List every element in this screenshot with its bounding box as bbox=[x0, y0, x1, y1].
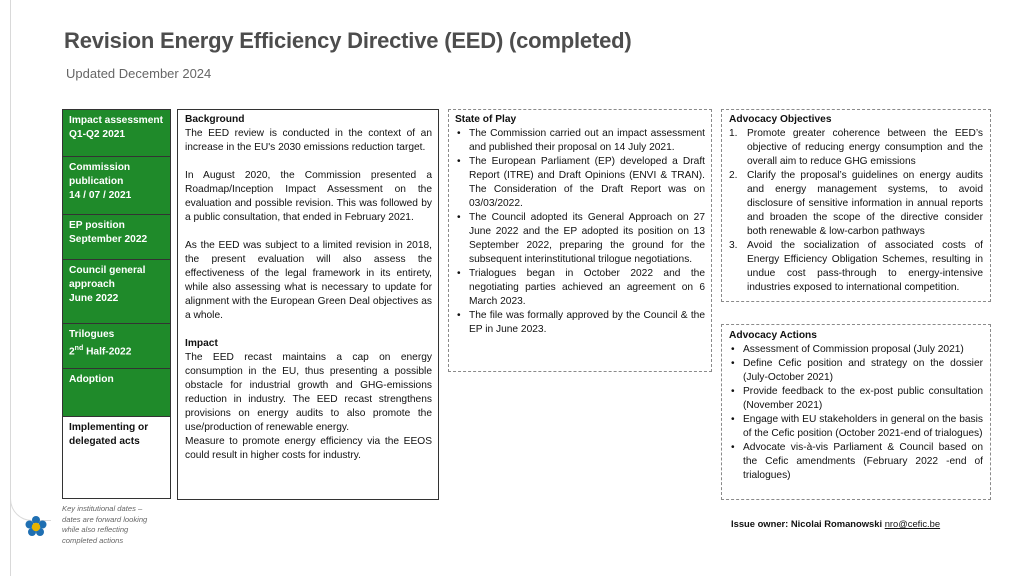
advocacy-actions-heading: Advocacy Actions bbox=[729, 330, 817, 341]
trilogue-num: 2 bbox=[69, 346, 75, 358]
issue-owner-email-link[interactable]: nro@cefic.be bbox=[884, 518, 941, 529]
cefic-flower-logo bbox=[24, 515, 48, 539]
list-item: • Assessment of Commission proposal (July 2021) bbox=[729, 343, 983, 357]
advocacy-objectives-panel bbox=[721, 109, 991, 302]
advocacy-actions-panel bbox=[721, 324, 991, 500]
page-subtitle: Updated December 2024 bbox=[66, 66, 212, 81]
advocacy-objectives-heading: Advocacy Objectives bbox=[729, 114, 832, 125]
list-item bbox=[729, 239, 983, 295]
impact-heading: Impact bbox=[185, 338, 218, 349]
state-of-play-list bbox=[455, 127, 705, 337]
background-paragraph: As the EED was subject to a limited revision in 2018, the present evaluation will also assess the effectiveness of the legal framework in its entirety, while also assessing what is necessary to update for alignment with the European Green Deal objectives as a whole. bbox=[185, 240, 432, 321]
timeline-item-label: Council general approach June 2022 bbox=[69, 265, 146, 304]
timeline-item-label: Trilogues bbox=[69, 329, 115, 340]
timeline-item bbox=[63, 157, 170, 215]
timeline-item bbox=[63, 110, 170, 157]
list-item: • Provide feedback to the ex-post public consultation (November 2021) bbox=[729, 385, 983, 413]
state-of-play-heading: State of Play bbox=[455, 114, 517, 125]
page-title: Revision Energy Efficiency Directive (EED) (completed) bbox=[64, 28, 632, 53]
timeline bbox=[62, 109, 171, 499]
issue-owner-label: Issue owner: Nicolai Romanowski bbox=[731, 518, 883, 529]
timeline-item-label: Commission publication 14 / 07 / 2021 bbox=[69, 162, 132, 201]
timeline-item bbox=[63, 417, 170, 498]
impact-paragraph: Measure to promote energy efficiency via the EEOS could result in higher costs for industry. bbox=[185, 436, 432, 461]
list-item: • The European Parliament (EP) developed a Draft Report (ITRE) and Draft Opinions (ENVI & TRAN). The Consideration of the Draft Report was on 03/03/2022. bbox=[455, 155, 705, 211]
trilogue-period: Half-2022 bbox=[83, 346, 132, 358]
list-item bbox=[729, 169, 983, 239]
item-number: 3. bbox=[729, 240, 738, 251]
item-text: Promote greater coherence between the EED’s objective of reducing energy consumption and the overall aim to reduce GHG emissions bbox=[747, 128, 983, 167]
list-item: • Define Cefic position and strategy on the dossier (July-October 2021) bbox=[729, 357, 983, 385]
timeline-item bbox=[63, 215, 170, 260]
list-item: • The Council adopted its General Approach on 27 June 2022 and the EP adopted its position on 13 September 2022, preparing the ground for the subsequent interinstitutional trilogue negotiations. bbox=[455, 211, 705, 267]
impact-paragraph: The EED recast maintains a cap on energy consumption in the EU, thus presenting a possible obstacle for industrial growth and GHG-emissions reduction in industry. The EED recast strengthens provisions on energy audits to also promote the use/production of renewable energy. bbox=[185, 352, 432, 433]
timeline-item bbox=[63, 369, 170, 417]
item-text: Avoid the socialization of associated costs of Energy Efficiency Obligation Schemes, resulting in undue cost pass-through to energy-intensive industries exposed to international competition. bbox=[747, 240, 983, 293]
list-item: • Advocate vis-à-vis Parliament & Council based on the Cefic amendments (February 2022 -end of trialogues) bbox=[729, 441, 983, 483]
advocacy-actions-list bbox=[729, 343, 983, 483]
list-item: • The Commission carried out an impact assessment and published their proposal on 14 July 2021. bbox=[455, 127, 705, 155]
timeline-item bbox=[63, 324, 170, 369]
timeline-item-label-2 bbox=[69, 342, 164, 359]
list-item bbox=[729, 127, 983, 169]
list-item: • Engage with EU stakeholders in general on the basis of the Cefic position (October 2021-end of trialogues) bbox=[729, 413, 983, 441]
trilogue-suffix: nd bbox=[74, 345, 84, 352]
item-number: 2. bbox=[729, 170, 738, 181]
timeline-item-label: Implementing or delegated acts bbox=[69, 422, 149, 447]
background-paragraph: The EED review is conducted in the context of an increase in the EU's 2030 emissions reduction target. bbox=[185, 128, 432, 153]
background-paragraph: In August 2020, the Commission presented a Roadmap/Inception Impact Assessment on the evaluation and possible revision. This was followed by a public consultation, that ended in February 2021. bbox=[185, 170, 432, 223]
state-of-play-panel bbox=[448, 109, 712, 372]
background-heading: Background bbox=[185, 114, 245, 125]
list-item: • The file was formally approved by the Council & the EP in June 2023. bbox=[455, 309, 705, 337]
list-item: • Trialogues began in October 2022 and the negotiating parties achieved an agreement on 6 March 2023. bbox=[455, 267, 705, 309]
issue-owner bbox=[731, 518, 940, 529]
item-number: 1. bbox=[729, 128, 738, 139]
advocacy-objectives-list bbox=[729, 127, 983, 295]
timeline-item-label: Impact assessment Q1-Q2 2021 bbox=[69, 115, 164, 140]
timeline-item bbox=[63, 260, 170, 324]
item-text: Clarify the proposal’s guidelines on energy audits and energy management systems, to avoid disclosure of sensitive information in annual reports and broaden the scope of the directive consider both renewable & low-carbon pathways bbox=[747, 170, 983, 237]
timeline-item-label: Adoption bbox=[69, 374, 114, 385]
timeline-note: Key institutional dates – dates are forward looking while also reflecting completed actions bbox=[62, 504, 148, 545]
background-panel bbox=[177, 109, 439, 500]
timeline-item-label: EP position September 2022 bbox=[69, 220, 148, 245]
